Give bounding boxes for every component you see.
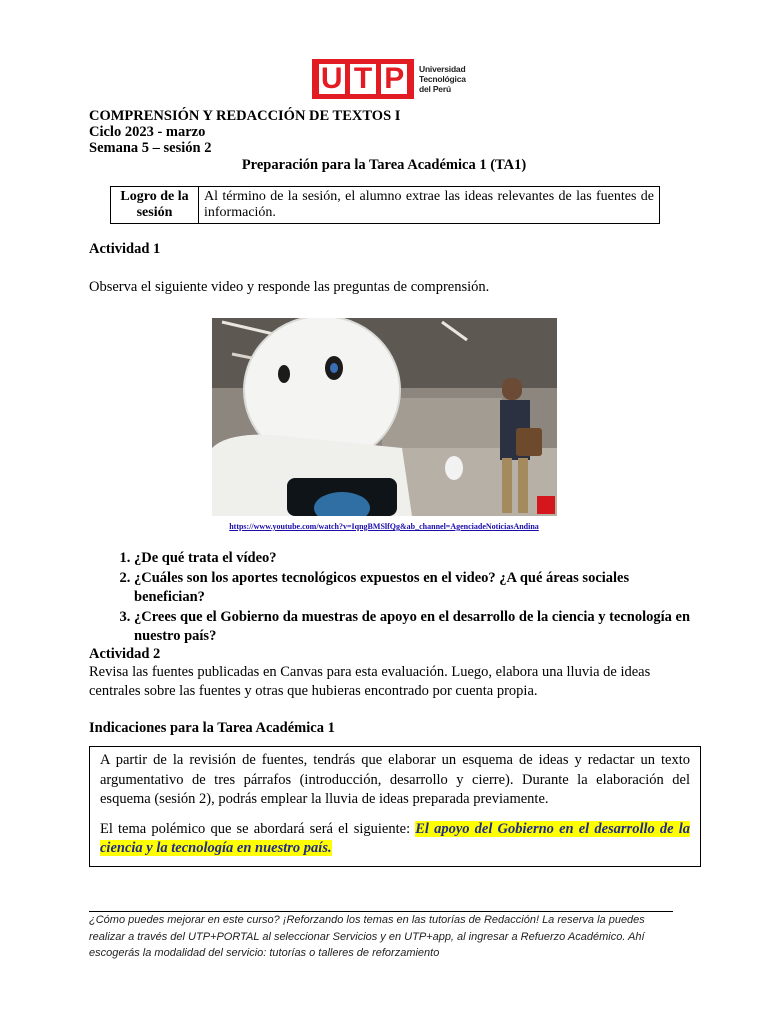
topic-lead: El tema polémico que se abordará será el siguiente: bbox=[100, 820, 416, 837]
robot-video-frame-image bbox=[212, 318, 557, 516]
topic-highlight: El apoyo del Gobierno en el desarrollo de la ciencia y la tecnología en nuestro país. bbox=[100, 820, 691, 856]
footer-note: ¿Cómo puedes mejorar en este curso? ¡Reforzando los temas en las tutorías de Redacción! La reserva la puedes realizar a través del UTP+PORTAL al seleccionar Servicios y en UTP+app, al ingresar a Refuerzo Académico. Ahí escogerás la modalidad del servicio: tutorías o talleres de reforzamiento bbox=[89, 914, 645, 959]
session-goal-text: Al término de la sesión, el alumno extrae las ideas relevantes de las fuentes de información. bbox=[199, 187, 660, 224]
indications-box bbox=[89, 746, 701, 867]
utp-logo bbox=[312, 59, 466, 99]
activity-2-text: Revisa las fuentes publicadas en Canvas para esta evaluación. Luego, elabora una lluvia de ideas centrales sobre las fuentes y otras que hubieras encontrado por cuenta propia. bbox=[89, 664, 651, 699]
question-item: 2. ¿Cuáles son los aportes tecnológicos expuestos en el video? ¿A qué áreas sociales benefician? bbox=[134, 569, 694, 608]
utp-logo-mark bbox=[312, 59, 414, 99]
page-title: Preparación para la Tarea Académica 1 (TA1) bbox=[241, 157, 527, 173]
week-label: Semana 5 – sesión 2 bbox=[89, 140, 212, 156]
session-goal-table bbox=[110, 186, 660, 224]
indications-paragraph: A partir de la revisión de fuentes, tendrás que elaborar un esquema de ideas y redactar un texto argumentativo de tres párrafos (introducción, desarrollo y cierre). Durante la elaboración del esquema (sesión 2), podrás emplear la lluvia de ideas preparada previamente. bbox=[100, 752, 690, 807]
session-goal-label: Logro de la sesión bbox=[111, 187, 199, 224]
video-thumbnail[interactable] bbox=[212, 318, 557, 516]
indications-heading: Indicaciones para la Tarea Académica 1 bbox=[89, 720, 335, 736]
video-link[interactable]: https://www.youtube.com/watch?v=IqngBMSlfQg&ab_channel=AgenciadeNoticiasAndina bbox=[229, 522, 539, 531]
question-item: 1. ¿De qué trata el vídeo? bbox=[134, 549, 694, 569]
logo-letter-t: T bbox=[350, 64, 376, 94]
logo-letter-u: U bbox=[319, 64, 345, 94]
cycle-label: Ciclo 2023 - marzo bbox=[89, 124, 206, 140]
logo-name-line: Universidad bbox=[419, 64, 466, 74]
logo-name-line: Tecnológica bbox=[419, 74, 466, 84]
course-title: COMPRENSIÓN Y REDACCIÓN DE TEXTOS I bbox=[89, 108, 401, 124]
topic-paragraph bbox=[100, 820, 690, 859]
questions-list bbox=[89, 549, 694, 647]
logo-name-line: del Perú bbox=[419, 84, 451, 94]
activity-1-heading: Actividad 1 bbox=[89, 241, 161, 257]
logo-university-name bbox=[419, 64, 466, 94]
activity-2-heading: Actividad 2 bbox=[89, 646, 161, 662]
logo-letter-p: P bbox=[381, 64, 407, 94]
activity-1-instruction: Observa el siguiente video y responde las preguntas de comprensión. bbox=[89, 279, 490, 295]
question-item: 3. ¿Crees que el Gobierno da muestras de apoyo en el desarrollo de la ciencia y tecnología en nuestro país? bbox=[134, 608, 694, 647]
